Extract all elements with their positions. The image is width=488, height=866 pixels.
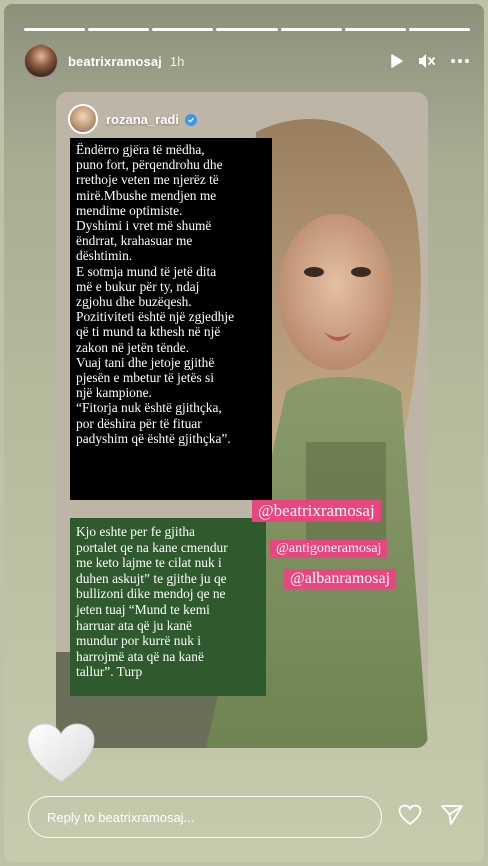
progress-segment [88,28,149,31]
story-header [24,44,470,78]
story-controls [388,53,470,69]
progress-segment [281,28,342,31]
post-username-label[interactable]: rozana_radi [106,112,179,127]
more-icon[interactable] [450,58,470,64]
play-icon[interactable] [388,53,404,69]
post-avatar[interactable] [68,104,98,134]
heart-icon[interactable] [398,804,422,831]
avatar[interactable] [24,44,58,78]
post-username[interactable] [106,112,197,127]
reply-input[interactable] [28,796,382,838]
reply-actions [398,804,464,831]
verified-icon [185,114,197,126]
quote-text-box: Ëndërro gjëra të mëdha, puno fort, përqendrohu dhe rrethoje veten me njerëz të mirë.Mbushe mendjen me mendime optimiste. Dyshimi i vret më shumë ëndrrat, krahasuar me dështimin. E sotmja mund të jetë dita më e bukur për ty, ndaj zgjohu dhe buzëqesh. Pozitiviteti është një zgjedhje që ti mund ta kthesh në një zakon në jetën tënde. Vuaj tani dhe jetoje gjithë pjesën e mbetur të jetës si një kampione. “Fitorja nuk është gjithçka, por dëshira për të fituar padyshim që është gjithçka”. [70,138,272,500]
progress-segment [152,28,213,31]
progress-segment [216,28,277,31]
story-progress-bar [24,28,470,31]
progress-segment [409,28,470,31]
story-username[interactable]: beatrixramosaj [68,53,162,69]
story-viewer [4,4,484,862]
big-heart-icon [26,722,96,789]
story-time: 1h [169,53,185,69]
reposted-post [56,92,428,748]
mention-tag[interactable]: @albanramosaj [284,569,396,589]
mute-icon[interactable] [418,53,436,69]
progress-segment [24,28,85,31]
mention-tag[interactable]: @beatrixramosaj [252,500,381,522]
caption-text-box: Kjo eshte per fe gjitha portalet qe na kane cmendur me keto lajme te cilat nuk i duhen askujt” te gjithe ju qe bullizoni dike mendoj qe ne jeten tuaj “Mund te kemi harruar ata që ju kanë mundur por kurrë nuk i harrojmë ata që na kanë tallur”. Turp [70,518,266,696]
send-icon[interactable] [440,804,464,831]
progress-segment [345,28,406,31]
mention-tag[interactable]: @antigoneramosaj [270,540,387,558]
reply-placeholder: Reply to beatrixramosaj... [47,809,195,825]
